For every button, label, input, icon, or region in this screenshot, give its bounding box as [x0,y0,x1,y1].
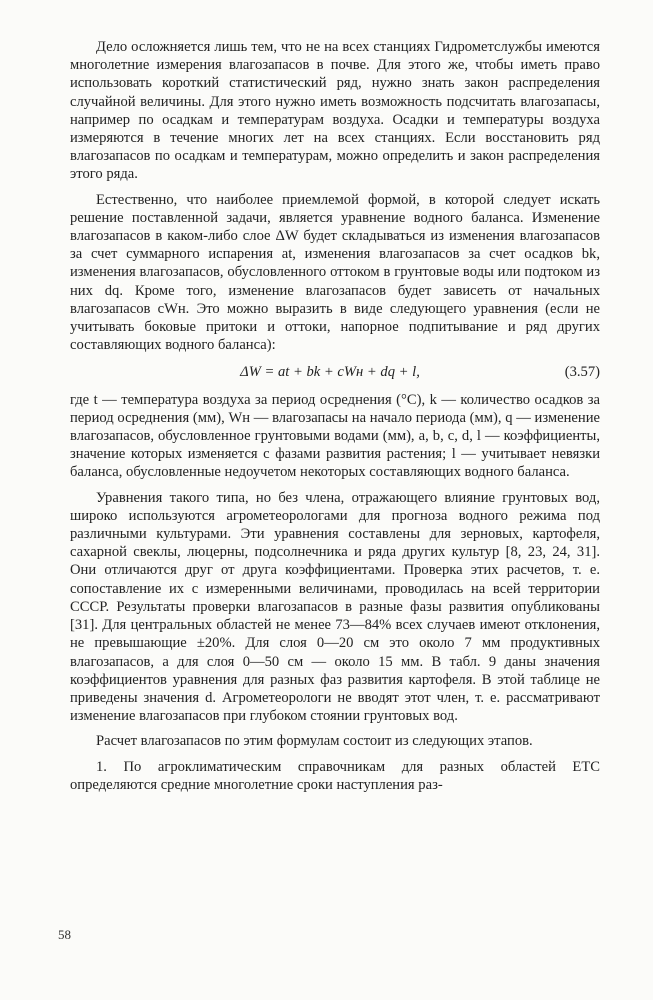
text-column [70,38,600,794]
paragraph-water-balance: Естественно, что наиболее приемлемой формой, в которой следует искать решение поставленной задачи, является уравнение водного баланса. Изменение влагозапасов в каком-либо слое ΔW будет складываться из изменения влагозапасов за счет суммарного испарения at, изменения влагозапасов за счет осадков bk, изменения влагозапасов, обусловленного оттоком в грунтовые воды или подтоком из них dq. Кроме того, изменение влагозапасов будет зависеть от начальных влагозапасов cWн. Это можно выразить в виде следующего уравнения (если не учитывать боковые притоки и оттоки, напорное подпитывание и ряд других составляющих водного баланса): [70,191,600,354]
equation-3-57 [70,363,600,381]
paragraph-step-1: 1. По агроклиматическим справочникам для разных областей ЕТС определяются средние многолетние сроки наступления раз- [70,758,600,793]
page-number: 58 [58,927,71,942]
equation-formula: ΔW = at + bk + cWн + dq + l, [240,364,420,381]
paragraph-intro: Дело осложняется лишь тем, что не на всех станциях Гидрометслужбы имеются многолетние измерения влагозапасов в почве. Для этого же, чтобы иметь право использовать короткий статистический ряд, нужно знать закон распределения случайной величины. Для этого нужно иметь возможность подсчитать влагозапасы, например по осадкам и температурам воздуха. Осадки и температуры воздуха измеряются в течение многих лет на всех станциях. Если восстановить ряд влагозапасов по осадкам и температурам, можно определить и закон распределения этого ряда. [70,39,600,183]
paragraph-calculation-steps: Расчет влагозапасов по этим формулам состоит из следующих этапов. [96,733,533,750]
paragraph-agrometeorology: Уравнения такого типа, но без члена, отражающего влияние грунтовых вод, широко используются агрометеорологами для прогноза водного режима под различными культурами. Эти уравнения составлены для зерновых, картофеля, сахарной свеклы, люцерны, подсолнечника и ряда других культур [8, 23, 24, 31]. Они отличаются друг от друга коэффициентами. Проверка этих расчетов, т. е. сопоставление их с измеренными величинами, проводилась на всей территории СССР. Результаты проверки влагозапасов в разные фазы развития опубликованы [31]. Для центральных областей не менее 73—84% всех случаев имеют отклонения, не превышающие ±20%. Для слоя 0—20 см это около 7 мм продуктивных влагозапасов, а для слоя 0—50 см — около 15 мм. В табл. 9 даны значения коэффициентов уравнения для разных фаз развития картофеля. В этой таблице не приведены значения d. Агрометеорологи не вводят этот член, т. е. рассматривают изменение влагозапасов при глубоком стоянии грунтовых вод. [70,489,600,725]
paragraph-variable-definitions: где t — температура воздуха за период осреднения (°С), k — количество осадков за период осреднения (мм), Wн — влагозапасы на начало периода (мм), q — изменение влагозапасов, обусловленное грунтовыми водами (мм), a, b, c, d, l — коэффициенты, значение которых изменяется с фазами развития растения; l — учитывает невязки баланса, обусловленные недоучетом некоторых составляющих водного баланса. [70,391,600,481]
equation-number: (3.57) [564,364,600,381]
